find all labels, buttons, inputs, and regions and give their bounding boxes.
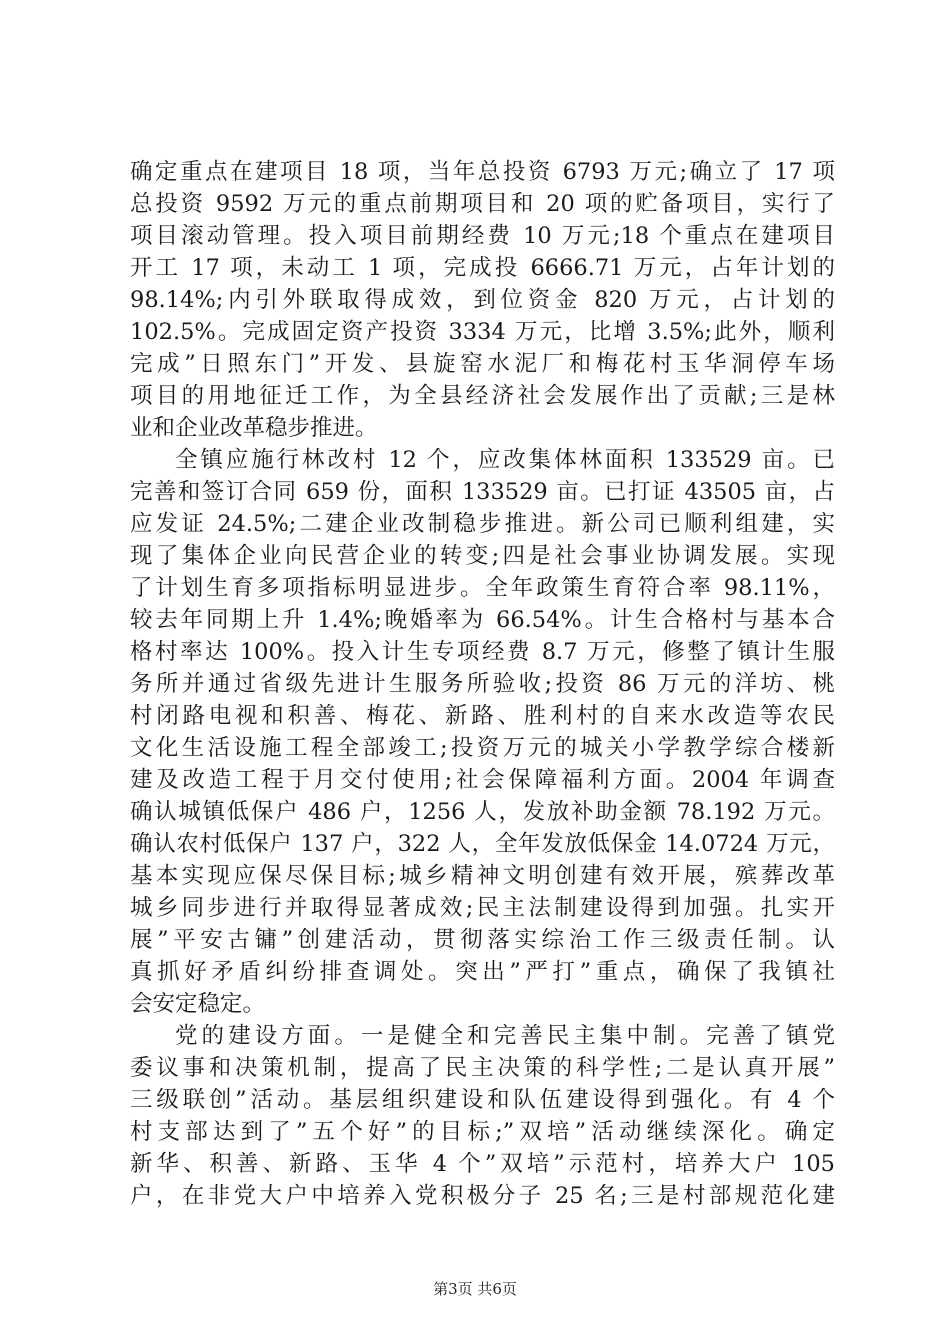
text-line: 项目的用地征迁工作，为全县经济社会发展作出了贡献;三是林 xyxy=(130,383,835,409)
text-line: 应发证 24.5%;二建企业改制稳步推进。新公司已顺利组建，实 xyxy=(130,511,835,537)
text-line: 村支部达到了”五个好”的目标;”双培”活动继续深化。确定 xyxy=(130,1119,835,1145)
text-line: 业和企业改革稳步推进。 xyxy=(130,415,378,441)
text-line: 完成”日照东门”开发、县旋窑水泥厂和梅花村玉华洞停车场 xyxy=(130,351,835,377)
text-line: 98.14%;内引外联取得成效，到位资金 820 万元，占计划的 xyxy=(130,287,835,313)
text-line: 项目滚动管理。投入项目前期经费 10 万元;18 个重点在建项目 xyxy=(130,223,835,249)
text-line: 开工 17 项，未动工 1 项，完成投 6666.71 万元，占年计划的 xyxy=(130,255,835,281)
text-line: 户，在非党大户中培养入党积极分子 25 名;三是村部规范化建 xyxy=(130,1183,835,1209)
text-line: 基本实现应保尽保目标;城乡精神文明创建有效开展，殡葬改革 xyxy=(130,863,835,889)
text-line: 较去年同期上升 1.4%;晚婚率为 66.54%。计生合格村与基本合 xyxy=(130,607,835,633)
text-line: 新华、积善、新路、玉华 4 个”双培”示范村，培养大户 105 xyxy=(130,1151,835,1177)
text-line: 展”平安古镛”创建活动，贯彻落实综治工作三级责任制。认 xyxy=(130,927,835,953)
text-line: 城乡同步进行并取得显著成效;民主法制建设得到加强。扎实开 xyxy=(130,895,835,921)
page-footer: 第3页 共6页 xyxy=(433,1280,517,1298)
text-line: 务所并通过省级先进计生服务所验收;投资 86 万元的洋坊、桃 xyxy=(130,671,835,697)
text-line: 建及改造工程于月交付使用;社会保障福利方面。2004 年调查 xyxy=(130,767,835,793)
text-line: 会安定稳定。 xyxy=(130,991,266,1017)
text-line: 真抓好矛盾纠纷排查调处。突出”严打”重点，确保了我镇社 xyxy=(130,959,835,985)
text-line: 党的建设方面。一是健全和完善民主集中制。完善了镇党 xyxy=(175,1023,835,1049)
body-text xyxy=(130,156,835,1212)
text-line: 全镇应施行林改村 12 个，应改集体林面积 133529 亩。已 xyxy=(175,447,835,473)
text-line: 村闭路电视和积善、梅花、新路、胜利村的自来水改造等农民 xyxy=(130,703,835,729)
text-line: 格村率达 100%。投入计生专项经费 8.7 万元，修整了镇计生服 xyxy=(130,639,835,665)
text-line: 确认城镇低保户 486 户，1256 人，发放补助金额 78.192 万元。 xyxy=(130,799,835,825)
text-line: 102.5%。完成固定资产投资 3334 万元，比增 3.5%;此外，顺利 xyxy=(130,319,835,345)
text-line: 完善和签订合同 659 份，面积 133529 亩。已打证 43505 亩，占 xyxy=(130,479,835,505)
text-line: 三级联创”活动。基层组织建设和队伍建设得到强化。有 4 个 xyxy=(130,1087,835,1113)
text-line: 确定重点在建项目 18 项，当年总投资 6793 万元;确立了 17 项 xyxy=(130,159,835,185)
text-line: 总投资 9592 万元的重点前期项目和 20 项的贮备项目，实行了 xyxy=(130,191,835,217)
text-line: 确认农村低保户 137 户，322 人，全年发放低保金 14.0724 万元， xyxy=(130,831,835,857)
text-line: 现了集体企业向民营企业的转变;四是社会事业协调发展。实现 xyxy=(130,543,835,569)
text-line: 委议事和决策机制，提高了民主决策的科学性;二是认真开展” xyxy=(130,1055,835,1081)
text-line: 了计划生育多项指标明显进步。全年政策生育符合率 98.11%， xyxy=(130,575,835,601)
text-line: 文化生活设施工程全部竣工;投资万元的城关小学教学综合楼新 xyxy=(130,735,835,761)
